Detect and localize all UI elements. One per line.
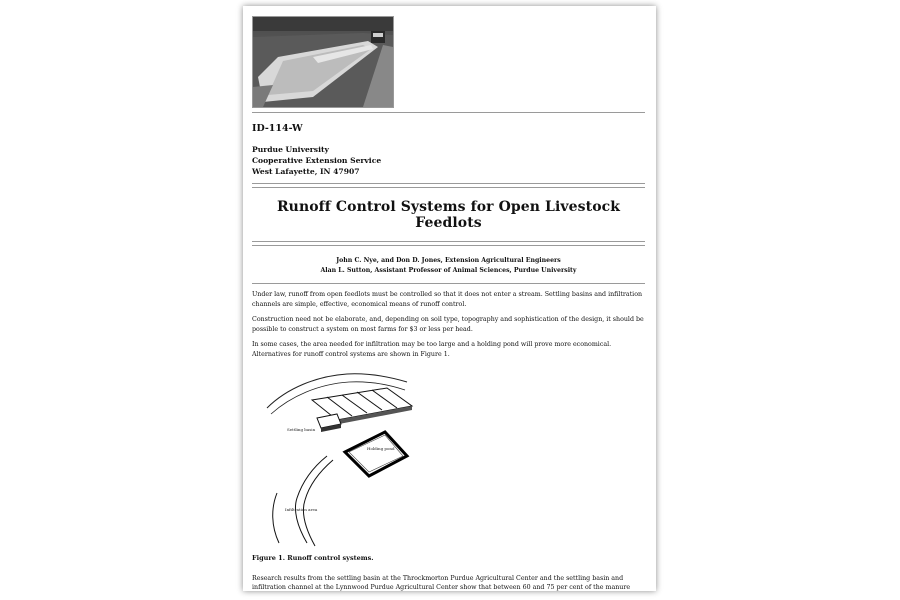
figure-label: Infiltration area <box>285 506 318 512</box>
divider <box>252 112 645 113</box>
document-title: Runoff Control Systems for Open Livestock Feedlots <box>276 199 621 231</box>
figure-label: Settling basin <box>287 426 316 432</box>
figure-caption: Figure 1. Runoff control systems. <box>252 553 374 562</box>
org-line: Purdue University <box>252 145 329 154</box>
body-paragraph: Research results from the settling basin at the Throckmorton Purdue Agricultural Center and the settling basin and infiltration channel at the Lynnwood Purdue Agricultural Center show that between 60 and 75 per cent of the manure <box>252 574 631 591</box>
author-line: Alan L. Sutton, Assistant Professor of Animal Sciences, Purdue University <box>320 266 577 274</box>
authors-block <box>252 256 645 275</box>
body-paragraph: Construction need not be elaborate, and, depending on soil type, topography and sophistication of the design, it should be possible to construct a system on most farms for $3 or less per head. <box>252 316 644 333</box>
runoff-systems-figure <box>257 368 437 548</box>
document-id: ID-114-W <box>252 123 303 134</box>
org-line: Cooperative Extension Service <box>252 156 382 165</box>
figure-label: Holding pond <box>367 445 395 451</box>
page-content <box>252 16 645 591</box>
double-divider <box>252 241 645 246</box>
divider <box>252 183 645 184</box>
divider <box>252 245 645 246</box>
divider <box>252 283 645 284</box>
organization-block <box>252 144 645 177</box>
double-divider <box>252 183 645 188</box>
body-paragraph: In some cases, the area needed for infiltration may be too large and a holding pond will prove more economical. Alternatives for runoff control systems are shown in Figure 1. <box>252 341 612 358</box>
body-paragraph: Under law, runoff from open feedlots must be controlled so that it does not enter a stream. Settling basins and infiltration channels are simple, effective, economical means of runoff control. <box>252 291 643 308</box>
divider <box>252 187 645 188</box>
author-line: John C. Nye, and Don D. Jones, Extension Agricultural Engineers <box>336 257 561 264</box>
org-line: West Lafayette, IN 47907 <box>252 167 360 176</box>
document-page <box>243 6 656 591</box>
divider <box>252 241 645 242</box>
settling-basin-photo <box>252 16 394 108</box>
